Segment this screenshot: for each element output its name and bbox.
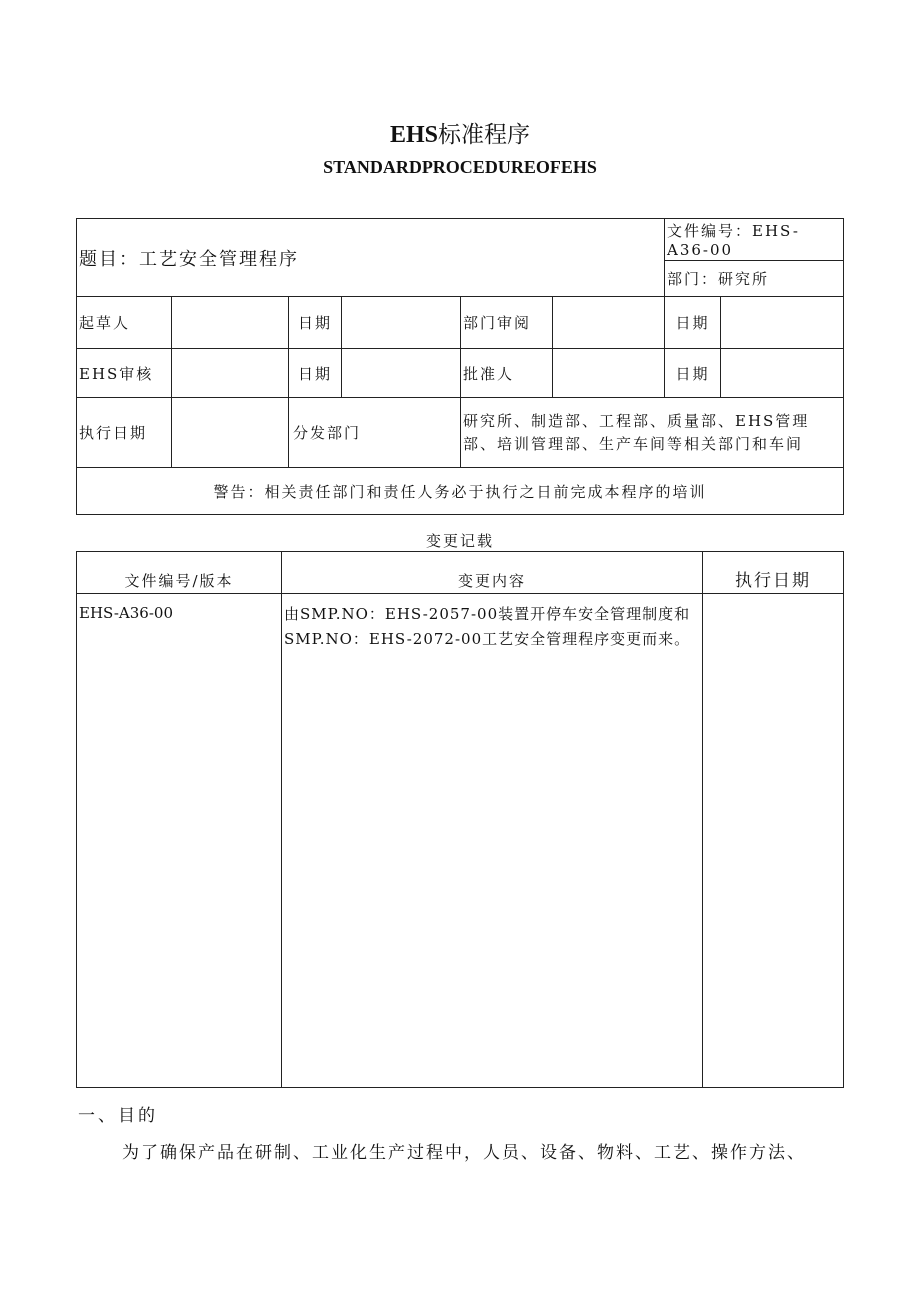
table-row <box>77 594 844 1088</box>
dept-review-label: 部门审阅 <box>461 297 553 349</box>
change-record-caption: 变更记载 <box>425 532 494 550</box>
title-cn: 标准程序 <box>438 122 531 147</box>
ehs-review-label: EHS审核 <box>77 349 172 398</box>
info-table <box>76 218 844 515</box>
header-date: 执行日期 <box>703 552 844 594</box>
date-value <box>342 349 461 398</box>
warning-text: 警告：相关责任部门和责任人务必于执行之日前完成本程序的培训 <box>77 468 844 515</box>
drafter-label: 起草人 <box>77 297 172 349</box>
approver-label: 批准人 <box>461 349 553 398</box>
row-version: EHS-A36-00 <box>77 594 282 1088</box>
drafter-value <box>172 297 289 349</box>
header-content: 变更内容 <box>282 552 703 594</box>
distribution-value: 研究所、制造部、工程部、质量部、EHS管理部、培训管理部、生产车间等相关部门和车间 <box>461 398 844 468</box>
date-value <box>721 297 844 349</box>
dept-review-value <box>553 297 665 349</box>
approver-value <box>553 349 665 398</box>
section-paragraph: 为了确保产品在研制、工业化生产过程中，人员、设备、物料、工艺、操作方法、 <box>122 1143 806 1163</box>
date-label: 日期 <box>289 349 342 398</box>
change-record-table <box>76 551 844 1088</box>
date-label: 日期 <box>289 297 342 349</box>
ehs-review-value <box>172 349 289 398</box>
date-value <box>342 297 461 349</box>
document-subtitle: STANDARDPROCEDUREOFEHS <box>323 157 597 177</box>
section-heading: 一、目的 <box>78 1106 158 1126</box>
header-version: 文件编号/版本 <box>77 552 282 594</box>
distribution-label: 分发部门 <box>289 398 461 468</box>
date-label: 日期 <box>665 297 721 349</box>
doc-no-cell: 文件编号：EHS-A36-00 <box>665 219 844 261</box>
date-value <box>721 349 844 398</box>
exec-date-label: 执行日期 <box>77 398 172 468</box>
title-prefix: EHS <box>389 122 439 148</box>
exec-date-value <box>172 398 289 468</box>
date-label: 日期 <box>665 349 721 398</box>
document-title <box>0 116 920 149</box>
subject-cell: 题目：工艺安全管理程序 <box>77 219 665 297</box>
department-cell: 部门：研究所 <box>665 261 844 297</box>
row-content: 由SMP.NO：EHS-2057-00装置开停车安全管理制度和SMP.NO：EHS-2072-00工艺安全管理程序变更而来。 <box>282 594 703 1088</box>
row-date <box>703 594 844 1088</box>
